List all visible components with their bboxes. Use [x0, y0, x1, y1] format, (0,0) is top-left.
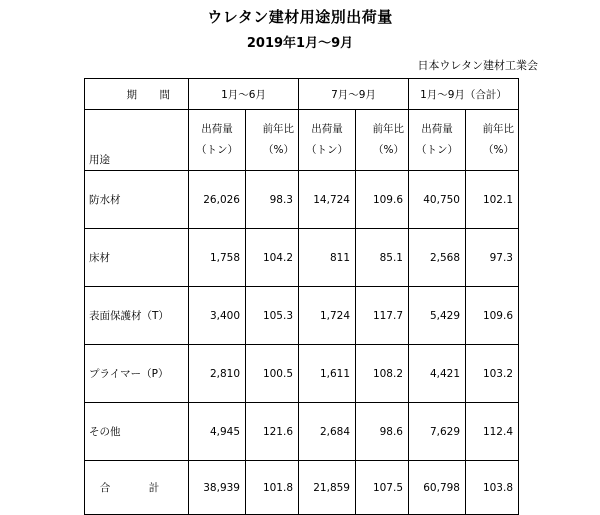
- period-label-cell: 期 間: [85, 79, 189, 110]
- total-value: 103.8: [466, 461, 519, 515]
- col-shipment-h1: [189, 110, 246, 171]
- cell-value: 2,568: [409, 229, 466, 287]
- table-row: [85, 229, 519, 287]
- cell-value: 117.7: [356, 287, 409, 345]
- cell-value: 121.6: [246, 403, 299, 461]
- col-shipment-label: 出荷量: [201, 123, 233, 135]
- cell-value: 102.1: [466, 171, 519, 229]
- total-value: 21,859: [299, 461, 356, 515]
- total-value: 38,939: [189, 461, 246, 515]
- cell-value: 7,629: [409, 403, 466, 461]
- col-yoy-label: 前年比: [482, 123, 514, 135]
- table-total-row: [85, 461, 519, 515]
- row-label: 防水材: [85, 171, 189, 229]
- row-label: 表面保護材（T）: [85, 287, 189, 345]
- col-yoy-q3: [356, 110, 409, 171]
- cell-value: 4,945: [189, 403, 246, 461]
- col-yoy-label: 前年比: [372, 123, 404, 135]
- cell-value: 1,611: [299, 345, 356, 403]
- cell-value: 3,400: [189, 287, 246, 345]
- col-yoy-total: [466, 110, 519, 171]
- cell-value: 2,684: [299, 403, 356, 461]
- header-row-periods: [85, 79, 519, 110]
- col-unit-pct: （%）: [263, 144, 294, 156]
- cell-value: 98.6: [356, 403, 409, 461]
- col-shipment-q3: [299, 110, 356, 171]
- usage-label-cell: 用途: [85, 110, 189, 171]
- cell-value: 85.1: [356, 229, 409, 287]
- organization-name: 日本ウレタン建材工業会: [417, 59, 538, 72]
- total-value: 60,798: [409, 461, 466, 515]
- cell-value: 100.5: [246, 345, 299, 403]
- col-shipment-label: 出荷量: [311, 123, 343, 135]
- col-unit-ton: （トン）: [196, 144, 238, 156]
- col-unit-ton: （トン）: [306, 144, 348, 156]
- cell-value: 1,758: [189, 229, 246, 287]
- cell-value: 811: [299, 229, 356, 287]
- total-label: 合 計: [85, 461, 189, 515]
- cell-value: 26,026: [189, 171, 246, 229]
- cell-value: 112.4: [466, 403, 519, 461]
- table-row: [85, 287, 519, 345]
- total-value: 101.8: [246, 461, 299, 515]
- period-q3: 7月～9月: [299, 79, 409, 110]
- header-row-columns: [85, 110, 519, 171]
- cell-value: 4,421: [409, 345, 466, 403]
- page-title: ウレタン建材用途別出荷量: [207, 8, 393, 26]
- row-label: 床材: [85, 229, 189, 287]
- cell-value: 40,750: [409, 171, 466, 229]
- table-row: [85, 403, 519, 461]
- cell-value: 98.3: [246, 171, 299, 229]
- cell-value: 109.6: [466, 287, 519, 345]
- cell-value: 109.6: [356, 171, 409, 229]
- cell-value: 104.2: [246, 229, 299, 287]
- col-unit-ton: （トン）: [416, 144, 458, 156]
- col-shipment-total: [409, 110, 466, 171]
- cell-value: 14,724: [299, 171, 356, 229]
- period-h1: 1月～6月: [189, 79, 299, 110]
- col-unit-pct: （%）: [373, 144, 404, 156]
- col-yoy-label: 前年比: [262, 123, 294, 135]
- cell-value: 103.2: [466, 345, 519, 403]
- col-shipment-label: 出荷量: [421, 123, 453, 135]
- cell-value: 108.2: [356, 345, 409, 403]
- table-row: [85, 171, 519, 229]
- col-unit-pct: （%）: [483, 144, 514, 156]
- row-label: その他: [85, 403, 189, 461]
- table-row: [85, 345, 519, 403]
- shipment-table: [84, 78, 519, 515]
- cell-value: 105.3: [246, 287, 299, 345]
- cell-value: 5,429: [409, 287, 466, 345]
- period-total: 1月～9月（合計）: [409, 79, 519, 110]
- cell-value: 1,724: [299, 287, 356, 345]
- row-label: プライマー（P）: [85, 345, 189, 403]
- cell-value: 2,810: [189, 345, 246, 403]
- total-value: 107.5: [356, 461, 409, 515]
- cell-value: 97.3: [466, 229, 519, 287]
- page-subtitle: 2019年1月～9月: [246, 36, 354, 51]
- col-yoy-h1: [246, 110, 299, 171]
